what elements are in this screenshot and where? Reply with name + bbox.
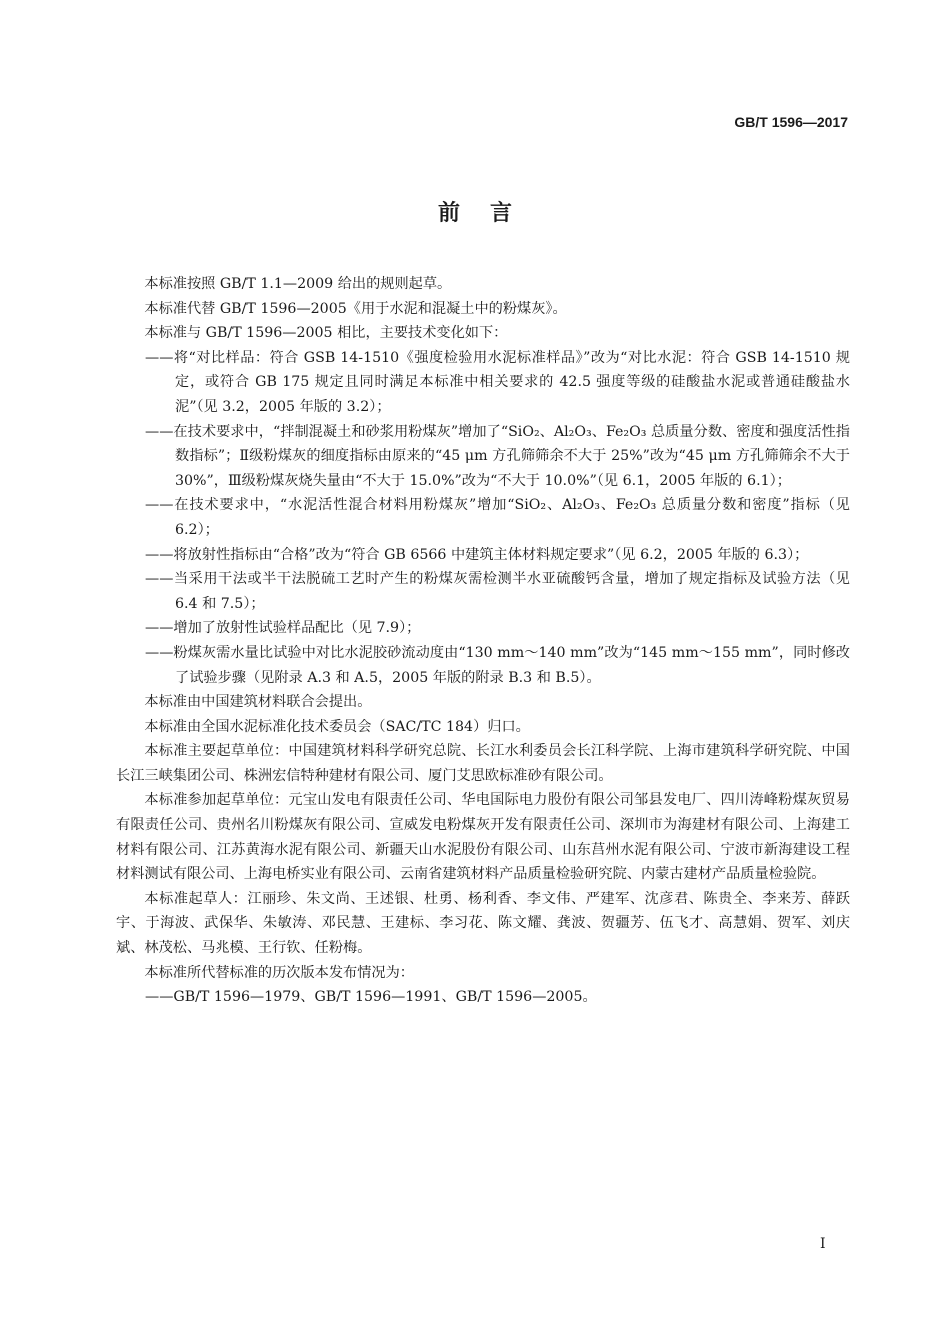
change-item: ——粉煤灰需水量比试验中对比水泥胶砂流动度由“130 mm～140 mm”改为“145 mm～155 mm”，同时修改了试验步骤（见附录 A.3 和 A.5，2005 年版的附录 B.3 和 B.5）。	[145, 644, 850, 686]
paragraph: 本标准主要起草单位：中国建筑材料科学研究总院、长江水利委员会长江科学院、上海市建筑科学研究院、中国长江三峡集团公司、株洲宏信特种建材有限公司、厦门艾思欧标准砂有限公司。	[116, 743, 850, 784]
paragraph: 本标准由全国水泥标准化技术委员会（SAC/TC 184）归口。	[144, 718, 530, 735]
change-item: ——将“对比样品：符合 GSB 14-1510《强度检验用水泥标准样品》”改为“对比水泥：符合 GSB 14-1510 规定，或符合 GB 175 规定且同时满足本标准中相关要求的 42.5 强度等级的硅酸盐水泥或普通硅酸盐水泥”（见 3.2，2005 年版的 3.2）；	[145, 349, 850, 415]
page-number: I	[820, 1236, 826, 1252]
change-item: ——在技术要求中，“拌制混凝土和砂浆用粉煤灰”增加了“SiO₂、Al₂O₃、Fe₂O₃ 总质量分数、密度和强度活性指数指标”；Ⅱ级粉煤灰的细度指标由原来的“45 μm 方孔筛筛余不大于 25%”改为“45 μm 方孔筛筛余不大于 30%”，Ⅲ级粉煤灰烧失量由“不大于 15.0%”改为“不大于 10.0%”（见 6.1，2005 年版的 6.1）；	[145, 423, 850, 489]
paragraph: 本标准代替 GB/T 1596—2005《用于水泥和混凝土中的粉煤灰》。	[144, 300, 567, 317]
paragraph: 本标准由中国建筑材料联合会提出。	[144, 694, 372, 711]
standard-code: GB/T 1596—2017	[734, 114, 848, 130]
change-item: ——当采用干法或半干法脱硫工艺时产生的粉煤灰需检测半水亚硫酸钙含量，增加了规定指标及试验方法（见 6.4 和 7.5）；	[145, 571, 850, 612]
paragraph: 本标准按照 GB/T 1.1—2009 给出的规则起草。	[144, 276, 452, 292]
paragraph: 本标准起草人：江丽珍、朱文尚、王述银、杜勇、杨利香、李文伟、严建军、沈彦君、陈贵全、李来芳、薛跃宇、于海波、武保华、朱敏涛、邓民慧、王建标、李习花、陈文耀、龚波、贺疆芳、伍飞才、高慧娟、贺军、刘庆斌、林茂松、马兆模、王行钦、任粉梅。	[116, 890, 850, 957]
paragraph: 本标准与 GB/T 1596—2005 相比，主要技术变化如下：	[144, 325, 508, 342]
history-item: ——GB/T 1596—1979、GB/T 1596—1991、GB/T 1596—2005。	[145, 989, 597, 1006]
change-item: ——将放射性指标由“合格”改为“符合 GB 6566 中建筑主体材料规定要求”（见 6.2，2005 年版的 6.3）；	[145, 546, 809, 563]
paragraph: 本标准参加起草单位：元宝山发电有限责任公司、华电国际电力股份有限公司邹县发电厂、四川涛峰粉煤灰贸易有限责任公司、贵州名川粉煤灰有限公司、宣威发电粉煤灰开发有限责任公司、深圳市为海建材有限公司、上海建工材料有限公司、江苏黄海水泥有限公司、新疆天山水泥股份有限公司、山东莒州水泥有限公司、宁波市新海建设工程材料测试有限公司、上海电桥实业有限公司、云南省建筑材料产品质量检验研究院、内蒙古建材产品质量检验院。	[116, 792, 850, 883]
change-item: ——在技术要求中，“水泥活性混合材料用粉煤灰”增加“SiO₂、Al₂O₃、Fe₂O₃ 总质量分数和密度”指标（见 6.2）；	[145, 497, 850, 538]
paragraph: 本标准所代替标准的历次版本发布情况为：	[144, 964, 414, 981]
foreword-body	[116, 272, 850, 1010]
change-item: ——增加了放射性试验样品配比（见 7.9）；	[145, 620, 421, 637]
page-title: 前言	[437, 201, 542, 226]
